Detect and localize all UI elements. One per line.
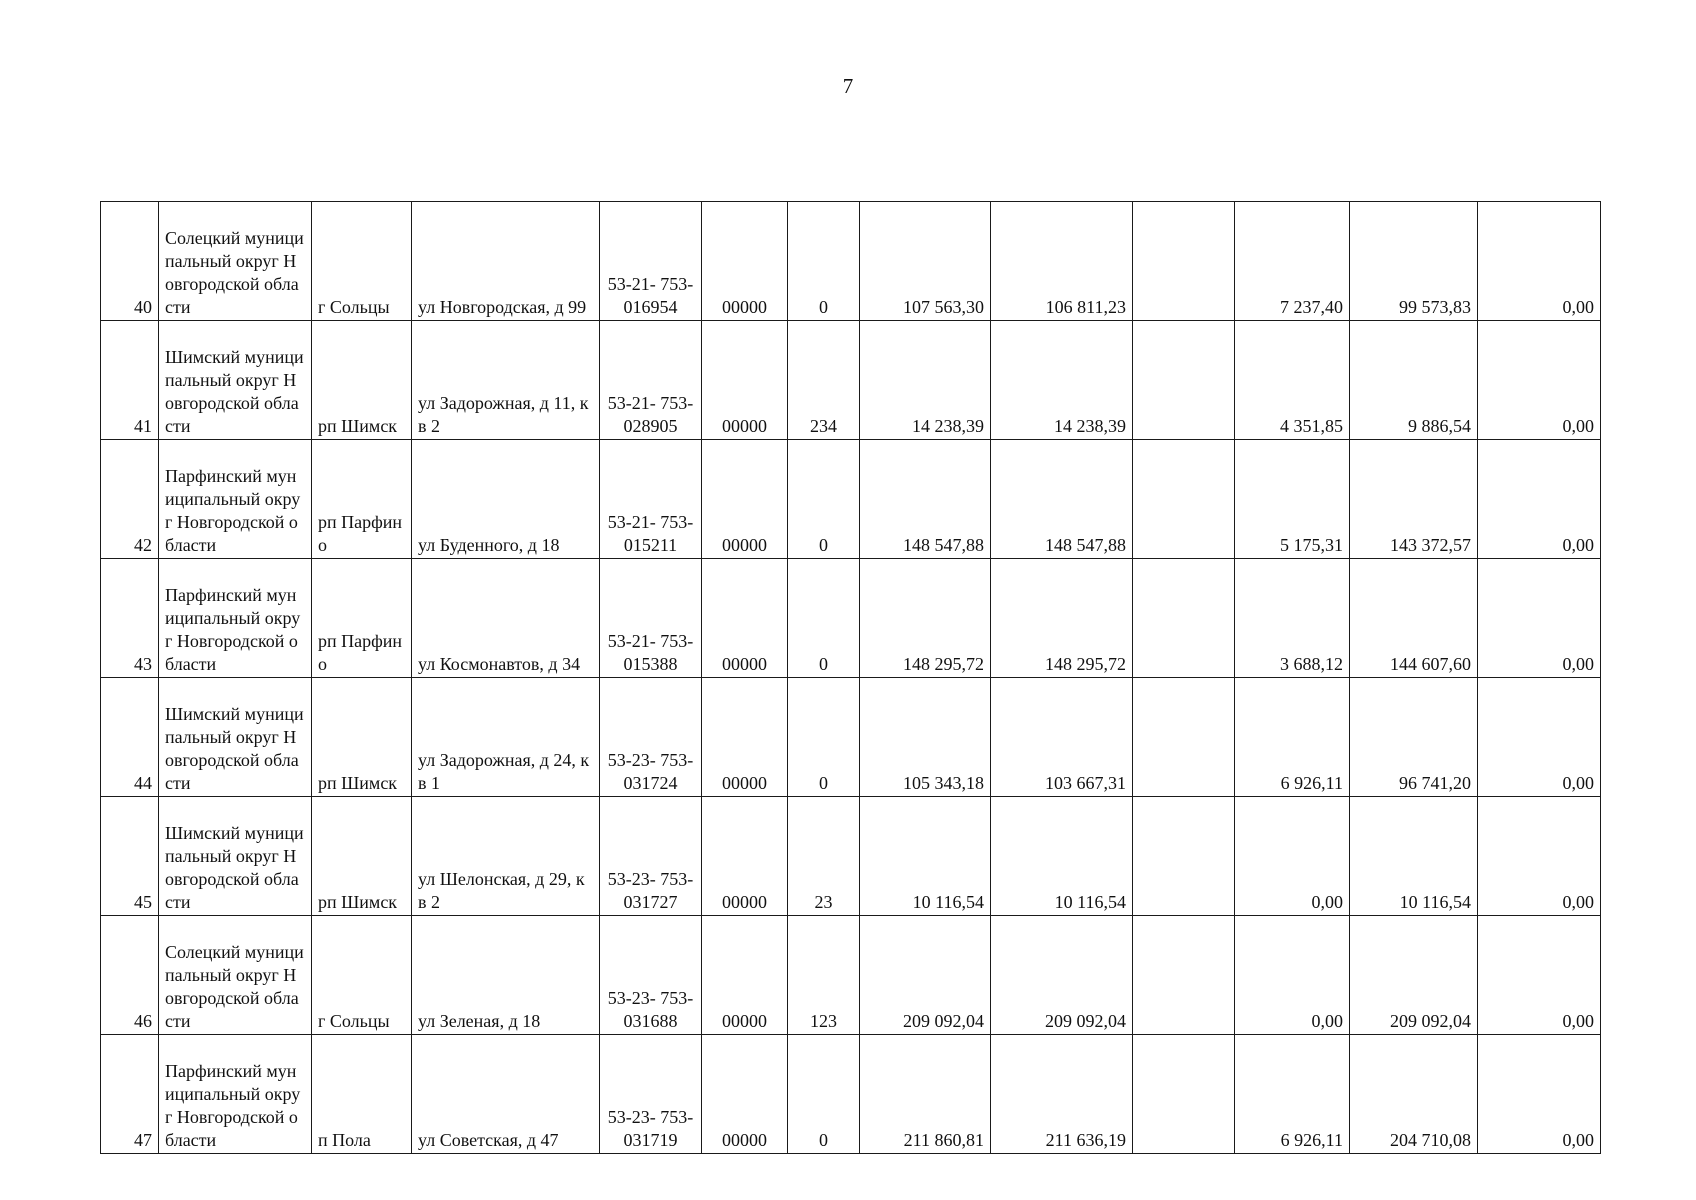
code-cell: 53-23- 753- 031719 [600,1035,702,1154]
table-row [101,440,1601,559]
count-cell: 0 [788,440,860,559]
address-cell: ул Советская, д 47 [412,1035,600,1154]
count-cell: 0 [788,202,860,321]
value-2-cell: 106 811,23 [991,202,1133,321]
table-row [101,678,1601,797]
value-1-cell: 148 547,88 [860,440,991,559]
value-3-cell [1133,1035,1235,1154]
code-cell: 53-21- 753- 015388 [600,559,702,678]
zero-code-cell: 00000 [702,202,788,321]
value-5-cell: 143 372,57 [1350,440,1478,559]
address-cell: ул Космонавтов, д 34 [412,559,600,678]
row-number: 44 [101,678,159,797]
value-4-cell: 6 926,11 [1235,678,1350,797]
table-row [101,321,1601,440]
value-1-cell: 148 295,72 [860,559,991,678]
value-4-cell: 5 175,31 [1235,440,1350,559]
value-6-cell: 0,00 [1478,797,1601,916]
count-cell: 234 [788,321,860,440]
address-cell: ул Новгородская, д 99 [412,202,600,321]
value-6-cell: 0,00 [1478,440,1601,559]
row-number: 46 [101,916,159,1035]
value-3-cell [1133,916,1235,1035]
address-cell: ул Буденного, д 18 [412,440,600,559]
value-4-cell: 0,00 [1235,797,1350,916]
settlement-cell: рп Шимск [312,321,412,440]
zero-code-cell: 00000 [702,916,788,1035]
value-6-cell: 0,00 [1478,1035,1601,1154]
value-1-cell: 211 860,81 [860,1035,991,1154]
settlement-cell: г Сольцы [312,202,412,321]
value-6-cell: 0,00 [1478,678,1601,797]
value-2-cell: 209 092,04 [991,916,1133,1035]
settlement-cell: п Пола [312,1035,412,1154]
data-table [100,201,1601,1154]
value-1-cell: 209 092,04 [860,916,991,1035]
value-5-cell: 204 710,08 [1350,1035,1478,1154]
settlement-cell: рп Парфино [312,440,412,559]
zero-code-cell: 00000 [702,440,788,559]
value-5-cell: 10 116,54 [1350,797,1478,916]
value-1-cell: 105 343,18 [860,678,991,797]
value-5-cell: 96 741,20 [1350,678,1478,797]
value-3-cell [1133,440,1235,559]
district-cell: Солецкий муниципальный округ Новгородской области [159,916,312,1035]
code-cell: 53-23- 753- 031724 [600,678,702,797]
value-4-cell: 0,00 [1235,916,1350,1035]
value-5-cell: 9 886,54 [1350,321,1478,440]
row-number: 40 [101,202,159,321]
value-2-cell: 148 547,88 [991,440,1133,559]
value-5-cell: 144 607,60 [1350,559,1478,678]
district-cell: Шимский муниципальный округ Новгородской области [159,678,312,797]
value-6-cell: 0,00 [1478,916,1601,1035]
district-cell: Шимский муниципальный округ Новгородской области [159,797,312,916]
district-cell: Солецкий муниципальный округ Новгородской области [159,202,312,321]
value-6-cell: 0,00 [1478,202,1601,321]
value-2-cell: 211 636,19 [991,1035,1133,1154]
value-1-cell: 10 116,54 [860,797,991,916]
value-2-cell: 148 295,72 [991,559,1133,678]
value-5-cell: 99 573,83 [1350,202,1478,321]
count-cell: 23 [788,797,860,916]
zero-code-cell: 00000 [702,797,788,916]
table-row [101,797,1601,916]
zero-code-cell: 00000 [702,321,788,440]
value-2-cell: 10 116,54 [991,797,1133,916]
address-cell: ул Задорожная, д 24, кв 1 [412,678,600,797]
settlement-cell: рп Шимск [312,678,412,797]
code-cell: 53-21- 753- 016954 [600,202,702,321]
table-row [101,1035,1601,1154]
district-cell: Парфинский муниципальный округ Новгородской области [159,1035,312,1154]
value-6-cell: 0,00 [1478,321,1601,440]
table-row [101,916,1601,1035]
row-number: 41 [101,321,159,440]
row-number: 45 [101,797,159,916]
value-1-cell: 107 563,30 [860,202,991,321]
code-cell: 53-23- 753- 031727 [600,797,702,916]
value-3-cell [1133,559,1235,678]
address-cell: ул Шелонская, д 29, кв 2 [412,797,600,916]
value-1-cell: 14 238,39 [860,321,991,440]
district-cell: Парфинский муниципальный округ Новгородской области [159,440,312,559]
settlement-cell: рп Парфино [312,559,412,678]
value-4-cell: 3 688,12 [1235,559,1350,678]
table-row [101,559,1601,678]
count-cell: 123 [788,916,860,1035]
zero-code-cell: 00000 [702,559,788,678]
district-cell: Шимский муниципальный округ Новгородской области [159,321,312,440]
address-cell: ул Зеленая, д 18 [412,916,600,1035]
code-cell: 53-21- 753- 015211 [600,440,702,559]
value-4-cell: 6 926,11 [1235,1035,1350,1154]
settlement-cell: рп Шимск [312,797,412,916]
settlement-cell: г Сольцы [312,916,412,1035]
value-3-cell [1133,797,1235,916]
zero-code-cell: 00000 [702,678,788,797]
district-cell: Парфинский муниципальный округ Новгородской области [159,559,312,678]
value-5-cell: 209 092,04 [1350,916,1478,1035]
page-number: 7 [842,74,854,98]
address-cell: ул Задорожная, д 11, кв 2 [412,321,600,440]
row-number: 47 [101,1035,159,1154]
value-3-cell [1133,202,1235,321]
value-2-cell: 14 238,39 [991,321,1133,440]
zero-code-cell: 00000 [702,1035,788,1154]
code-cell: 53-21- 753- 028905 [600,321,702,440]
row-number: 42 [101,440,159,559]
count-cell: 0 [788,559,860,678]
value-4-cell: 4 351,85 [1235,321,1350,440]
value-3-cell [1133,321,1235,440]
count-cell: 0 [788,678,860,797]
value-6-cell: 0,00 [1478,559,1601,678]
value-3-cell [1133,678,1235,797]
row-number: 43 [101,559,159,678]
value-4-cell: 7 237,40 [1235,202,1350,321]
code-cell: 53-23- 753- 031688 [600,916,702,1035]
count-cell: 0 [788,1035,860,1154]
table-row [101,202,1601,321]
value-2-cell: 103 667,31 [991,678,1133,797]
